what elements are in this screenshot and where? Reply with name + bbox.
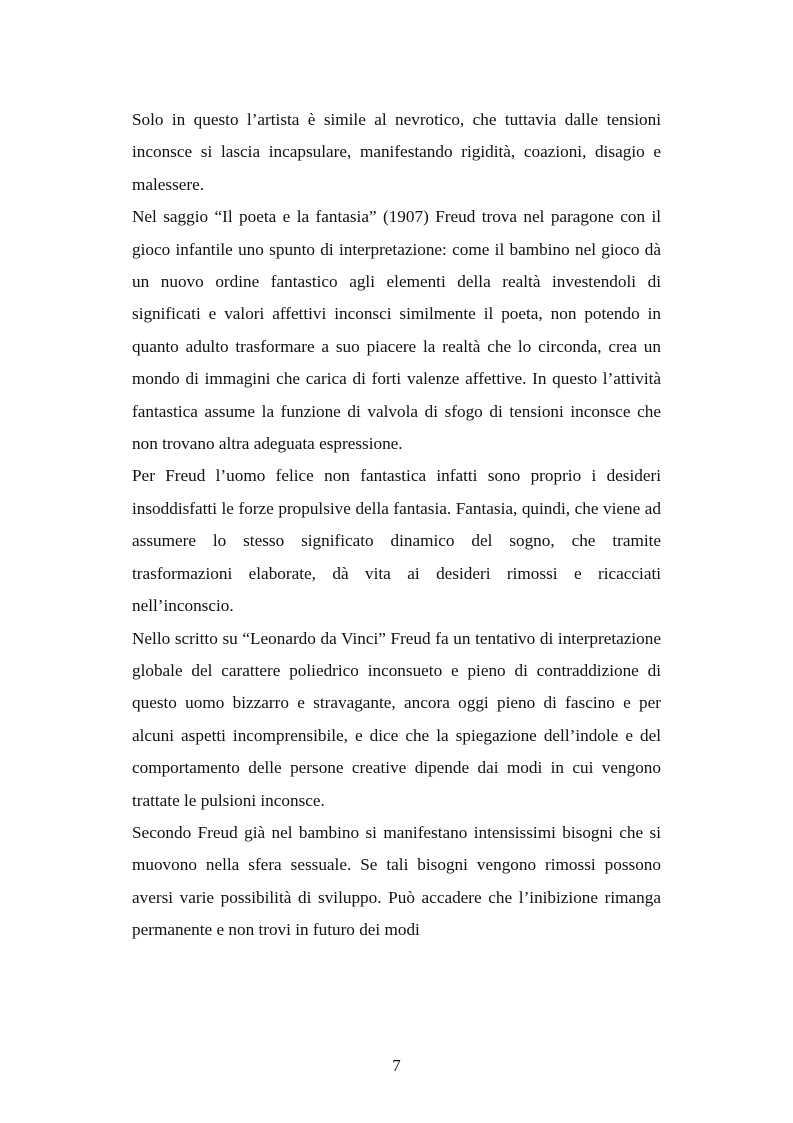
page-number: 7 (392, 1056, 401, 1075)
paragraph-3: Per Freud l’uomo felice non fantastica infatti sono proprio i desideri insoddisfatti le forze propulsive della fantasia. Fantasia, quindi, che viene ad assumere lo stesso significato dinamico del sogno, che tramite trasformazioni elaborate, dà vita ai desideri rimossi e ricacciati nell’inconscio. (132, 466, 661, 616)
paragraph-2: Nel saggio “Il poeta e la fantasia” (1907) Freud trova nel paragone con il gioco infantile uno spunto di interpretazione: come il bambino nel gioco dà un nuovo ordine fantastico agli elementi della realtà investendoli di significati e valori affettivi inconsci similmente il poeta, non potendo in quanto adulto trasformare a suo piacere la realtà che lo circonda, crea un mondo di immagini che carica di forti valenze affettive. In questo l’attività fantastica assume la funzione di valvola di sfogo di tensioni inconsce che non trovano altra adeguata espressione. (132, 207, 661, 454)
paragraph-5: Secondo Freud già nel bambino si manifestano intensissimi bisogni che si muovono nella sfera sessuale. Se tali bisogni vengono rimossi possono aversi varie possibilità di sviluppo. Può accadere che l’inibizione rimanga permanente e non trovi in futuro dei modi (132, 822, 661, 940)
paragraph-1: Solo in questo l’artista è simile al nevrotico, che tuttavia dalle tensioni inconsce si lascia incapsulare, manifestando rigidità, coazioni, disagio e malessere. (132, 110, 661, 194)
body-text (132, 104, 661, 947)
paragraph-4: Nello scritto su “Leonardo da Vinci” Freud fa un tentativo di interpretazione globale del carattere poliedrico inconsueto e pieno di contraddizione di questo uomo bizzarro e stravagante, ancora oggi pieno di fascino e per alcuni aspetti incomprensibile, e dice che la spiegazione dell’indole e del comportamento delle persone creative dipende dai modi in cui vengono trattate le pulsioni inconsce. (132, 628, 661, 810)
